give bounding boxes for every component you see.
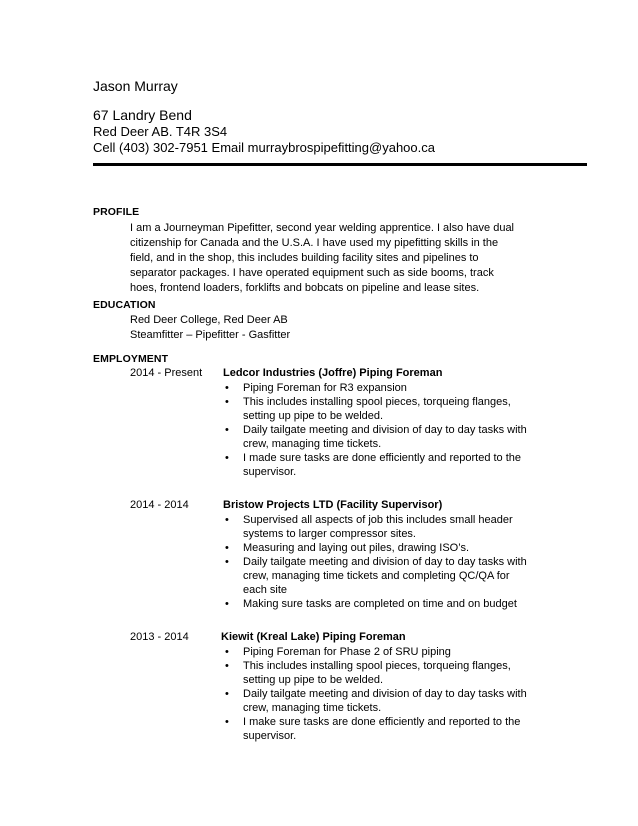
duty-item (223, 381, 563, 395)
duty-line: This includes installing spool pieces, torqueing flanges, (243, 660, 511, 672)
job-dates: 2014 - Present (130, 367, 203, 379)
duty-line: setting up pipe to be welded. (243, 674, 384, 686)
city-postal-code: Red Deer AB. T4R 3S4 (93, 124, 228, 139)
job-title: Kiewit (Kreal Lake) Piping Foreman (221, 631, 406, 643)
duty-line: systems to larger compressor sites. (243, 528, 416, 540)
bullet-icon: • (225, 382, 229, 394)
duty-item (223, 423, 563, 451)
duty-line: each site (243, 584, 288, 596)
bullet-icon: • (225, 396, 229, 408)
duty-line: I make sure tasks are done efficiently and reported to the (243, 716, 521, 728)
job-duties-list (223, 645, 563, 743)
duty-line: supervisor. (243, 730, 297, 742)
duty-line: Measuring and laying out piles, drawing ISO’s. (243, 542, 470, 554)
bullet-icon: • (225, 514, 229, 526)
bullet-icon: • (225, 660, 229, 672)
education-school: Red Deer College, Red Deer AB (130, 314, 288, 326)
duty-item (223, 597, 563, 611)
job-dates: 2013 - 2014 (130, 631, 189, 643)
duty-line: This includes installing spool pieces, torqueing flanges, (243, 396, 511, 408)
duty-line: supervisor. (243, 466, 297, 478)
profile-paragraph (130, 221, 540, 296)
duty-line: crew, managing time tickets. (243, 438, 382, 450)
bullet-icon: • (225, 556, 229, 568)
duty-item (223, 715, 563, 743)
bullet-icon: • (225, 424, 229, 436)
duty-item (223, 659, 563, 687)
bullet-icon: • (225, 598, 229, 610)
bullet-icon: • (225, 716, 229, 728)
duty-line: Supervised all aspects of job this includes small header (243, 514, 513, 526)
profile-line: citizenship for Canada and the U.S.A. I have used my pipefitting skills in the (130, 237, 499, 249)
bullet-icon: • (225, 452, 229, 464)
contact-info: Cell (403) 302-7951 Email murraybrospipefitting@yahoo.ca (93, 140, 435, 155)
duty-line: Daily tailgate meeting and division of day to day tasks with (243, 556, 527, 568)
profile-line: field, and in the shop, this includes building facility sites and pipelines to (130, 252, 479, 264)
street-address: 67 Landry Bend (93, 107, 192, 123)
job-duties-list (223, 513, 563, 611)
duty-item (223, 513, 563, 541)
duty-line: Piping Foreman for Phase 2 of SRU piping (243, 646, 451, 658)
duty-line: crew, managing time tickets. (243, 702, 382, 714)
bullet-icon: • (225, 646, 229, 658)
education-program: Steamfitter – Pipefitter - Gasfitter (130, 329, 291, 341)
education-heading: EDUCATION (93, 299, 156, 311)
duty-item (223, 687, 563, 715)
duty-item (223, 451, 563, 479)
duty-line: crew, managing time tickets and completing QC/QA for (243, 570, 510, 582)
duty-item (223, 555, 563, 597)
duty-line: Daily tailgate meeting and division of day to day tasks with (243, 424, 527, 436)
duty-line: I made sure tasks are done efficiently and reported to the (243, 452, 522, 464)
profile-line: hoes, frontend loaders, forklifts and bobcats on pipeline and lease sites. (130, 282, 480, 294)
job-title: Ledcor Industries (Joffre) Piping Foreman (223, 367, 443, 379)
duty-line: Making sure tasks are completed on time and on budget (243, 598, 517, 610)
job-duties-list (223, 381, 563, 479)
bullet-icon: • (225, 542, 229, 554)
duty-item (223, 541, 563, 555)
header-divider (93, 163, 587, 166)
employment-heading: EMPLOYMENT (93, 353, 169, 365)
bullet-icon: • (225, 688, 229, 700)
job-dates: 2014 - 2014 (130, 499, 189, 511)
duty-line: Daily tailgate meeting and division of day to day tasks with (243, 688, 527, 700)
duty-line: setting up pipe to be welded. (243, 410, 384, 422)
profile-line: I am a Journeyman Pipefitter, second year welding apprentice. I also have dual (130, 222, 515, 234)
duty-line: Piping Foreman for R3 expansion (243, 382, 407, 394)
job-title: Bristow Projects LTD (Facility Supervisor) (223, 499, 443, 511)
duty-item (223, 395, 563, 423)
profile-heading: PROFILE (93, 206, 140, 218)
applicant-name: Jason Murray (93, 78, 178, 94)
duty-item (223, 645, 563, 659)
profile-line: separator packages. I have operated equipment such as side booms, track (130, 267, 494, 279)
